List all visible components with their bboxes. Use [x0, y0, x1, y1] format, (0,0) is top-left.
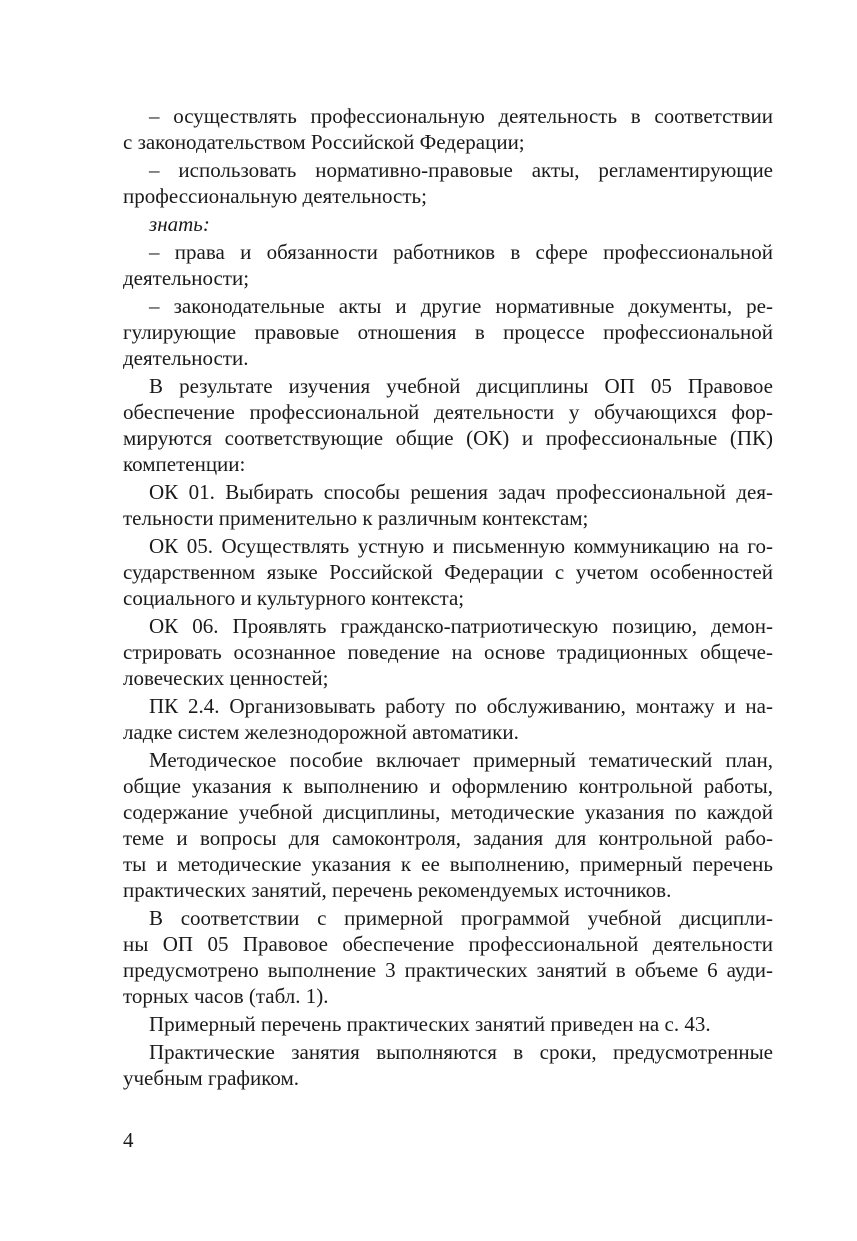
text-line: с законодательством Российской Федерации; [123, 130, 525, 154]
paragraph [123, 613, 773, 691]
paragraph [123, 747, 773, 903]
paragraph [123, 533, 773, 611]
text-line: Примерный перечень практических занятий приведен на с. 43. [149, 1012, 711, 1036]
text-line: ОК 05. Осуществлять устную и письменную коммуникацию на го- [149, 534, 773, 558]
text-line: предусмотрено выполнение 3 практических занятий в объеме 6 ауди- [123, 958, 773, 982]
document-body [123, 103, 773, 1093]
text-line: учебным графиком. [123, 1066, 300, 1090]
paragraph [123, 103, 773, 155]
paragraph [123, 239, 773, 291]
text-line: профессиональную деятельность; [123, 184, 427, 208]
paragraph [123, 293, 773, 371]
text-line: стрировать осознанное поведение на основе традиционных общече- [123, 640, 773, 664]
text-line: – использовать нормативно-правовые акты, регламентирующие [149, 158, 773, 182]
text-line: Практические занятия выполняются в сроки, предусмотренные [149, 1040, 773, 1064]
text-line: Методическое пособие включает примерный тематический план, [149, 748, 773, 772]
text-line: деятельности. [123, 346, 249, 370]
text-line: ОК 06. Проявлять гражданско-патриотическую позицию, демон- [149, 614, 773, 638]
text-line: ПК 2.4. Организовывать работу по обслуживанию, монтажу и на- [149, 694, 773, 718]
text-line: компетенции: [123, 452, 246, 476]
text-line: общие указания к выполнению и оформлению контрольной работы, [123, 774, 773, 798]
text-line: теме и вопросы для самоконтроля, задания для контрольной рабо- [123, 826, 773, 850]
text-line: ты и методические указания к ее выполнению, примерный перечень [123, 852, 773, 876]
paragraph [123, 905, 773, 1009]
paragraph [123, 693, 773, 745]
text-line: содержание учебной дисциплины, методические указания по каждой [123, 800, 773, 824]
text-line: мируются соответствующие общие (ОК) и профессиональные (ПК) [123, 426, 773, 450]
text-line: сударственном языке Российской Федерации с учетом особенностей [123, 560, 773, 584]
text-line: – законодательные акты и другие нормативные документы, ре- [149, 294, 773, 318]
page-number: 4 [123, 1128, 134, 1152]
paragraph [123, 157, 773, 209]
text-line: ловеческих ценностей; [123, 666, 329, 690]
text-line: торных часов (табл. 1). [123, 984, 329, 1008]
text-line: тельности применительно к различным контекстам; [123, 506, 589, 530]
text-line: социального и культурного контекста; [123, 586, 465, 610]
paragraph [123, 373, 773, 477]
section-label [123, 211, 773, 237]
text-line: гулирующие правовые отношения в процессе профессиональной [123, 320, 773, 344]
text-line: ладке систем железнодорожной автоматики. [123, 720, 519, 744]
text-line: обеспечение профессиональной деятельности у обучающихся фор- [123, 400, 773, 424]
paragraph [123, 1011, 773, 1037]
text-line: – осуществлять профессиональную деятельность в соответствии [149, 104, 773, 128]
text-line: знать: [149, 212, 210, 236]
text-line: деятельности; [123, 266, 250, 290]
text-line: практических занятий, перечень рекомендуемых источников. [123, 878, 672, 902]
text-line: В соответствии с примерной программой учебной дисципли- [149, 906, 773, 930]
text-line: ны ОП 05 Правовое обеспечение профессиональной деятельности [123, 932, 773, 956]
paragraph [123, 479, 773, 531]
text-line: В результате изучения учебной дисциплины ОП 05 Правовое [149, 374, 773, 398]
text-line: – права и обязанности работников в сфере профессиональной [149, 240, 773, 264]
text-line: ОК 01. Выбирать способы решения задач профессиональной дея- [149, 480, 773, 504]
paragraph [123, 1039, 773, 1091]
